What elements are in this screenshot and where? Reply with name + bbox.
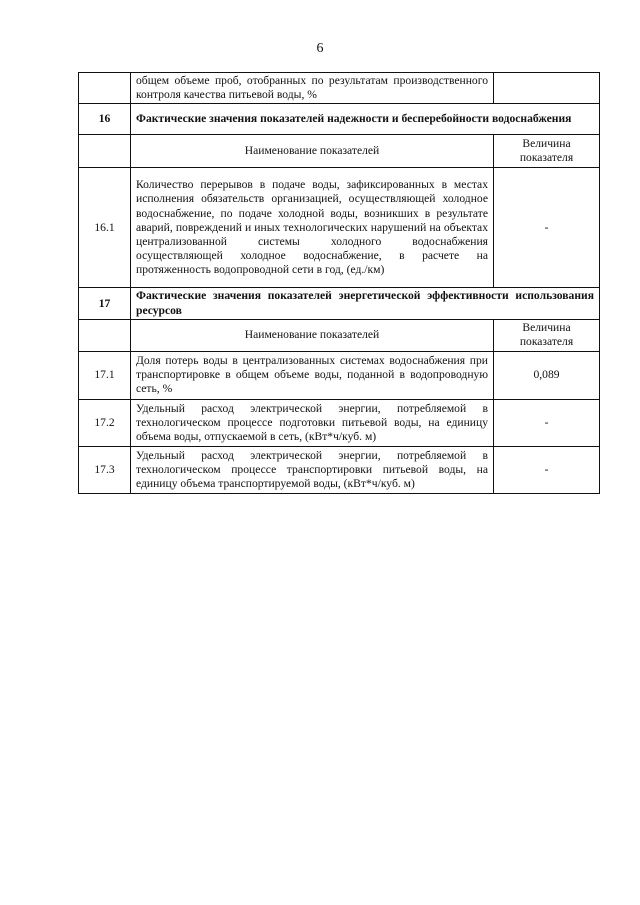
row-number: 17.3 [79, 446, 131, 493]
row-number-cell [79, 73, 131, 104]
column-header-row [79, 319, 600, 351]
column-header-row [79, 135, 600, 168]
section-title: Фактические значения показателей энергетической эффективности использования ресурсов [131, 288, 600, 319]
row-description: Удельный расход электрической энергии, потребляемой в технологическом процессе транспортировки питьевой воды, на единицу объема транспортируемой воды, (кВт*ч/куб. м) [131, 446, 494, 493]
column-header-number [79, 319, 131, 351]
row-value: - [494, 399, 600, 446]
row-description: общем объеме проб, отобранных по результатам производственного контроля качества питьевой воды, % [131, 73, 494, 104]
section-heading-row [79, 104, 600, 135]
row-value: - [494, 168, 600, 288]
row-value [494, 73, 600, 104]
section-number: 17 [79, 288, 131, 319]
indicators-table [78, 72, 600, 494]
row-value: 0,089 [494, 351, 600, 399]
row-number: 16.1 [79, 168, 131, 288]
row-description: Количество перерывов в подаче воды, зафиксированных в местах исполнения обязательств организацией, осуществляющей холодное водоснабжение, по подаче холодной воды, возникших в результате аварий, повреждений и иных технологических нарушений на объектах централизованной системы холодного водоснабжения осуществляющей холодное водоснабжение, в расчете на протяженность водопроводной сети в год, (ед./км) [131, 168, 494, 288]
column-header-value: Величина показателя [494, 135, 600, 168]
table-row-continuation [79, 73, 600, 104]
row-number: 17.2 [79, 399, 131, 446]
table-row [79, 351, 600, 399]
row-value: - [494, 446, 600, 493]
table-row [79, 446, 600, 493]
column-header-name: Наименование показателей [131, 135, 494, 168]
column-header-number [79, 135, 131, 168]
column-header-name: Наименование показателей [131, 319, 494, 351]
section-title: Фактические значения показателей надежности и бесперебойности водоснабжения [131, 104, 600, 135]
row-description: Удельный расход электрической энергии, потребляемой в технологическом процессе подготовки питьевой воды, на единицу объема воды, отпускаемой в сеть, (кВт*ч/куб. м) [131, 399, 494, 446]
row-description: Доля потерь воды в централизованных системах водоснабжения при транспортировке в общем объеме воды, поданной в водопроводную сеть, % [131, 351, 494, 399]
table-row [79, 399, 600, 446]
page-number: 6 [316, 41, 324, 56]
row-number: 17.1 [79, 351, 131, 399]
section-number: 16 [79, 104, 131, 135]
column-header-value: Величина показателя [494, 319, 600, 351]
section-heading-row [79, 288, 600, 319]
table-row [79, 168, 600, 288]
